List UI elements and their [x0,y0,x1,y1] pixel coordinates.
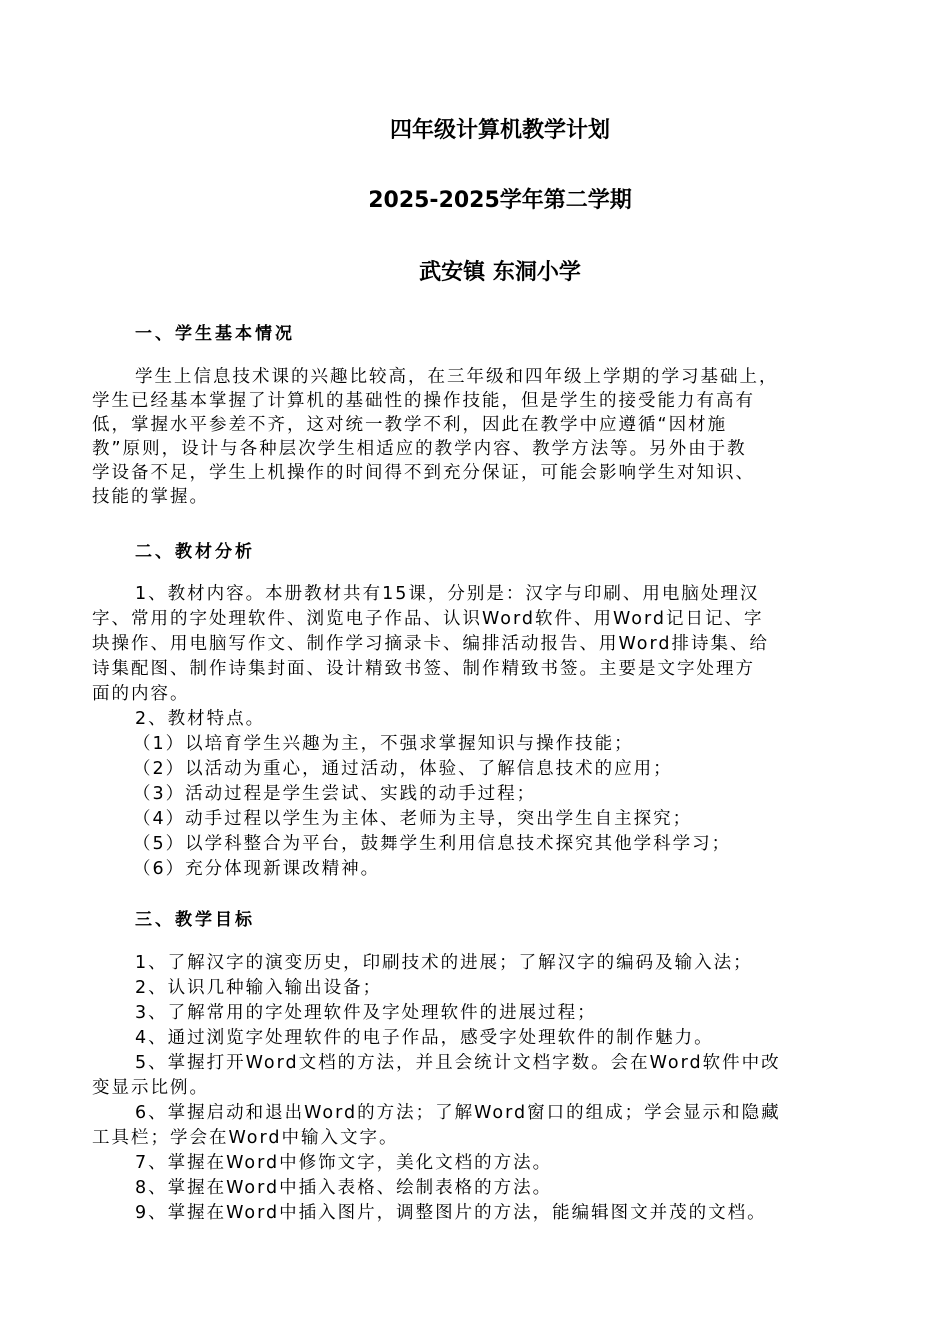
term-subtitle: 2025-2025学年第二学期 [368,188,632,213]
list-item: 2、认识几种输入输出设备； [135,978,383,998]
list-item: 9、掌握在Word中插入图片，调整图片的方法，能编辑图文并茂的文档。 [135,1203,767,1223]
section-heading-teaching-goals: 三、教学目标 [135,910,255,930]
list-item: （1）以培育学生兴趣为主，不强求掌握知识与操作技能； [133,734,634,754]
list-item: 变显示比例。 [92,1078,209,1098]
list-item: 7、掌握在Word中修饰文字，美化文档的方法。 [135,1153,553,1173]
paragraph-line: 学生已经基本掌握了计算机的基础性的操作技能，但是学生的接受能力有高有 [92,391,755,411]
list-item: 8、掌握在Word中插入表格、绘制表格的方法。 [135,1178,553,1198]
list-item: 3、了解常用的字处理软件及字处理软件的进展过程； [135,1003,597,1023]
section-heading-textbook-analysis: 二、教材分析 [135,542,255,562]
paragraph-line: 面的内容。 [92,684,190,704]
list-item: 5、掌握打开Word文档的方法，并且会统计文档字数。会在Word软件中改 [135,1053,781,1073]
list-item: 工具栏；学会在Word中输入文字。 [92,1128,399,1148]
document-title: 四年级计算机教学计划 [389,118,610,143]
school-subtitle: 武安镇 东洞小学 [419,260,581,285]
list-item: （5）以学科整合为平台，鼓舞学生利用信息技术探究其他学科学习； [133,834,732,854]
paragraph-line: 低，掌握水平参差不齐，这对统一教学不利，因此在教学中应遵循“因材施 [92,415,728,435]
section-heading-student-situation: 一、学生基本情况 [135,324,295,344]
paragraph-line: 学生上信息技术课的兴趣比较高，在三年级和四年级上学期的学习基础上， [135,367,779,387]
list-item: （2）以活动为重心，通过活动，体验、了解信息技术的应用； [133,759,673,779]
paragraph-line: 块操作、用电脑写作文、制作学习摘录卡、编排活动报告、用Word排诗集、给 [92,634,769,654]
list-item: 4、通过浏览字处理软件的电子作品，感受字处理软件的制作魅力。 [135,1028,714,1048]
list-item: （4）动手过程以学生为主体、老师为主导，突出学生自主探究； [133,809,693,829]
list-item: （3）活动过程是学生尝试、实践的动手过程； [133,784,537,804]
paragraph-line: 教”原则，设计与各种层次学生相适应的教学内容、教学方法等。另外由于教 [92,439,747,459]
list-item: 2、教材特点。 [135,709,266,729]
paragraph-line: 技能的掌握。 [92,487,209,507]
list-item: 6、掌握启动和退出Word的方法；了解Word窗口的组成；学会显示和隐藏 [135,1103,781,1123]
paragraph-line: 字、常用的字处理软件、浏览电子作品、认识Word软件、用Word记日记、字 [92,609,764,629]
paragraph-line: 学设备不足，学生上机操作的时间得不到充分保证，可能会影响学生对知识、 [92,463,755,483]
list-item: 1、了解汉字的演变历史，印刷技术的进展；了解汉字的编码及输入法； [135,953,753,973]
list-item: （6）充分体现新课改精神。 [133,859,381,879]
paragraph-line: 诗集配图、制作诗集封面、设计精致书签、制作精致书签。主要是文字处理方 [92,659,755,679]
paragraph-line: 1、教材内容。本册教材共有15课，分别是：汉字与印刷、用电脑处理汉 [135,584,760,604]
